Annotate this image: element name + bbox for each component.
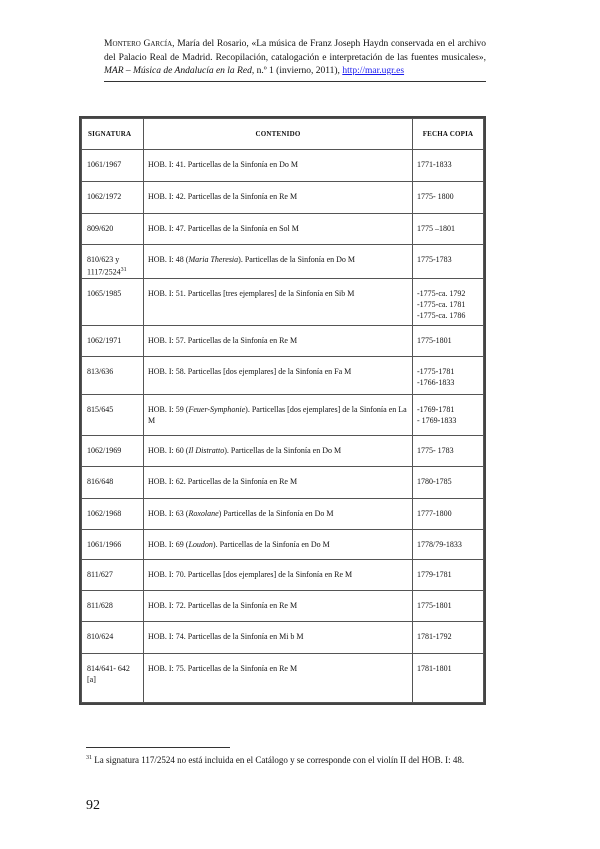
fecha-cell [413,245,484,279]
contenido-text: HOB. I: 42. Particellas de la Sinfonía en Re M [148,192,298,201]
contenido-text: HOB. I: 60 ( [148,445,189,455]
table-row [82,498,484,529]
fecha-text: -1775-1781 -1766-1833 [417,366,455,387]
fecha-cell [413,529,484,559]
table-row [82,245,484,279]
signatura-text: 809/620 [87,224,114,233]
contenido-text: ). Particellas [dos ejemplares] de la Sinfonía en La M [148,404,407,425]
signatura-text: 811/628 [87,600,113,610]
signatura-text: 811/627 [87,569,113,579]
signatura-text: 816/648 [87,476,114,486]
contenido-cell [144,653,413,702]
table-row [82,590,484,621]
fecha-text: -1775-ca. 1792 -1775-ca. 1781 -1775-ca. 1786 [417,288,466,320]
fecha-text: 1771-1833 [417,160,452,169]
journal-link[interactable]: http://mar.ugr.es [342,66,405,76]
table-row [82,214,484,245]
fecha-cell [413,498,484,529]
contenido-cell [144,621,413,653]
fecha-text: 1775- 1800 [417,192,454,201]
table-row [82,529,484,559]
table-row [82,394,484,435]
fecha-text: -1769-1781 - 1769-1833 [417,404,457,425]
contenido-cell [144,590,413,621]
signatura-cell [82,150,144,182]
work-nickname: Loudon [188,539,213,549]
contenido-cell [144,182,413,214]
catalog-table [79,116,486,705]
contenido-text: HOB. I: 63 ( [148,508,189,518]
fecha-text: 1781-1801 [417,663,452,673]
signatura-text: 814/641- 642 [a] [87,663,130,684]
header-author: Montero García [104,39,173,49]
table-row [82,435,484,466]
contenido-text: ) Particellas de la Sinfonía en Do M [218,508,334,518]
footnote-rule [86,747,230,748]
contenido-text: ). Particellas de la Sinfonía en Do M [238,255,356,264]
work-nickname: Maria Theresia [188,255,239,264]
footnote [86,752,486,766]
fecha-cell [413,278,484,325]
table-row [82,150,484,182]
fecha-text: 1781-1792 [417,631,452,641]
col-header-signatura: SIGNATURA [82,119,144,150]
running-header [104,38,486,79]
fecha-cell [413,653,484,702]
signatura-cell [82,621,144,653]
signatura-cell [82,559,144,590]
signatura-text: 815/645 [87,404,114,414]
fecha-cell [413,559,484,590]
header-text-2: , n.º 1 (invierno, 2011), [251,66,343,76]
contenido-cell [144,325,413,356]
table-row [82,356,484,394]
contenido-text: ). Particellas de la Sinfonía en Do M [224,445,342,455]
fecha-text: 1775-1783 [417,255,452,264]
fecha-cell [413,394,484,435]
signatura-cell [82,356,144,394]
signatura-cell [82,325,144,356]
work-nickname: Roxolane [188,508,219,518]
signatura-text: 1062/1971 [87,335,122,345]
page-number: 92 [86,798,100,813]
contenido-cell [144,356,413,394]
fecha-cell [413,590,484,621]
footnote-text: La signatura 117/2524 no está incluida en el Catálogo y se corresponde con el violín II del HOB. I: 48. [92,755,465,765]
fecha-cell [413,435,484,466]
fecha-text: 1778/79-1833 [417,539,462,549]
header-text-1: , María del Rosario, «La música de Franz Joseph Haydn conservada en el archivo del Palacio Real de Madrid. Recopilación, catalogación e interpretación de las fuentes musicales», [104,39,486,63]
contenido-cell [144,559,413,590]
signatura-cell [82,182,144,214]
signatura-cell [82,278,144,325]
table-row [82,278,484,325]
contenido-text: HOB. I: 59 ( [148,404,189,414]
table-row [82,182,484,214]
contenido-cell [144,498,413,529]
signatura-text: 1062/1969 [87,445,122,455]
work-nickname: Il Distratto [188,445,225,455]
fecha-text: 1777-1800 [417,508,452,518]
fecha-cell [413,466,484,498]
contenido-cell [144,435,413,466]
signatura-text: 810/624 [87,631,114,641]
signatura-cell [82,653,144,702]
fecha-cell [413,325,484,356]
table-row [82,621,484,653]
contenido-cell [144,214,413,245]
signatura-cell [82,529,144,559]
fecha-cell [413,150,484,182]
fecha-text: 1775-1801 [417,600,452,610]
fecha-cell [413,182,484,214]
signatura-cell [82,498,144,529]
contenido-cell [144,529,413,559]
fecha-text: 1775 –1801 [417,224,455,233]
contenido-text: HOB. I: 48 ( [148,255,189,264]
contenido-text: HOB. I: 47. Particellas de la Sinfonía en Sol M [148,224,299,233]
signatura-text: 810/623 y 1117/2524 [87,255,121,277]
signatura-cell [82,394,144,435]
signatura-text: 1062/1972 [87,192,122,201]
contenido-cell [144,150,413,182]
table-header-row [82,119,484,150]
contenido-text: HOB. I: 57. Particellas de la Sinfonía en Re M [148,335,298,345]
signatura-cell [82,590,144,621]
signatura-text: 1065/1985 [87,288,122,298]
col-header-fecha-copia: FECHA COPIA [413,119,484,150]
table-row [82,559,484,590]
signatura-cell [82,214,144,245]
fecha-text: 1779-1781 [417,569,452,579]
contenido-cell [144,466,413,498]
contenido-text: ). Particellas de la Sinfonía en Do M [212,539,330,549]
col-header-contenido: CONTENIDO [144,119,413,150]
signatura-text: 813/636 [87,366,114,376]
contenido-text: HOB. I: 74. Particellas de la Sinfonía en Mi b M [148,631,304,641]
contenido-cell [144,394,413,435]
signatura-text: 1062/1968 [87,508,122,518]
table-body [82,150,484,703]
signatura-text: 1061/1966 [87,539,122,549]
footnote-ref: 31 [120,267,127,273]
contenido-cell [144,245,413,279]
header-journal: MAR – Música de Andalucía en la Red [104,66,252,76]
table-row [82,325,484,356]
table-row [82,653,484,702]
signatura-cell [82,435,144,466]
fecha-cell [413,621,484,653]
work-nickname: Feuer-Symphonie [188,404,246,414]
contenido-text: HOB. I: 62. Particellas de la Sinfonía en Re M [148,476,298,486]
contenido-text: HOB. I: 70. Particellas [dos ejemplares] de la Sinfonía en Re M [148,569,353,579]
fecha-text: 1775-1801 [417,335,452,345]
contenido-text: HOB. I: 58. Particellas [dos ejemplares] de la Sinfonía en Fa M [148,366,352,376]
contenido-text: HOB. I: 72. Particellas de la Sinfonía en Re M [148,600,298,610]
fecha-text: 1775- 1783 [417,445,454,455]
fecha-cell [413,214,484,245]
fecha-cell [413,356,484,394]
table-row [82,466,484,498]
footnote-number: 31 [86,755,92,761]
header-rule [104,81,486,82]
signatura-cell [82,466,144,498]
signatura-cell [82,245,144,279]
contenido-text: HOB. I: 69 ( [148,539,189,549]
fecha-text: 1780-1785 [417,476,452,486]
contenido-cell [144,278,413,325]
contenido-text: HOB. I: 41. Particellas de la Sinfonía en Do M [148,160,298,169]
contenido-text: HOB. I: 51. Particellas [tres ejemplares] de la Sinfonía en Sib M [148,288,355,298]
contenido-text: HOB. I: 75. Particellas de la Sinfonía en Re M [148,663,298,673]
signatura-text: 1061/1967 [87,160,122,169]
